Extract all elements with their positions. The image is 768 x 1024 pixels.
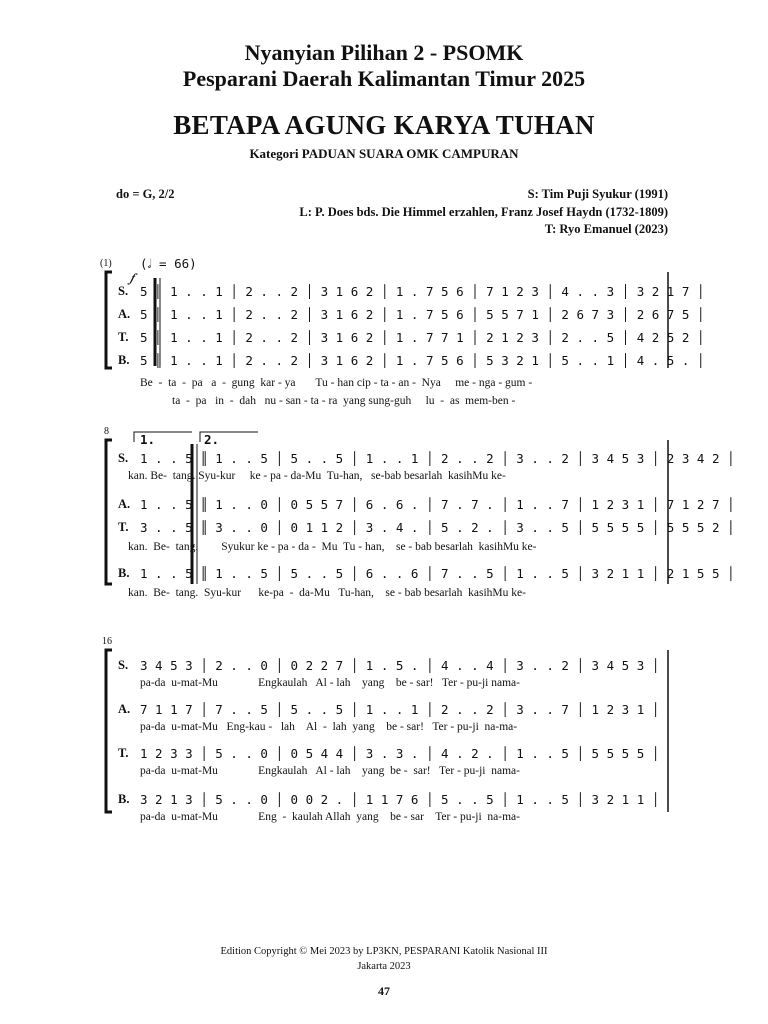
part-label-tenor: T.: [118, 330, 129, 344]
part-label-bass: B.: [118, 792, 130, 806]
part-label-alto: A.: [118, 307, 131, 321]
page-number: 47: [378, 984, 390, 998]
soprano-lyrics: pa-da u-mat-Mu Engkaulah Al - lah yang be - sar! Ter - pu-ji nama-: [140, 677, 520, 689]
tenor-notes: 1 2 3 3 │ 5 . . 0 │ 0 5 4 4 │ 3 . 3 . │ 4 . 2 . │ 1 . . 5 │ 5 5 5 5 │: [140, 746, 660, 761]
part-label-bass: B.: [118, 353, 130, 367]
soprano-notes: 3 4 5 3 │ 2 . . 0 │ 0 2 2 7 │ 1 . 5 . │ 4 . . 4 │ 3 . . 2 │ 3 4 5 3 │: [140, 658, 660, 673]
collection-title: Nyanyian Pilihan 2 - PSOMK: [244, 40, 524, 65]
lyric-verse-2: ta - pa in - dah nu - san - ta - ra yang sung-guh lu - as mem-ben -: [172, 395, 516, 407]
measure-number: 16: [102, 636, 112, 647]
copyright-notice: Edition Copyright © Mei 2023 by LP3KN, PESPARANI Katolik Nasional III: [220, 946, 548, 957]
category-label: Kategori PADUAN SUARA OMK CAMPURAN: [249, 146, 519, 161]
alto-notes: 1 . . 5 ║ 1 . . 0 │ 0 5 5 7 │ 6 . 6 . │ 7 . 7 . │ 1 . . 7 │ 1 2 3 1 │ 7 1 2 7 │: [140, 497, 735, 512]
bass-notes: 3 2 1 3 │ 5 . . 0 │ 0 0 2 . │ 1 1 7 6 │ 5 . . 5 │ 1 . . 5 │ 3 2 1 1 │: [140, 792, 660, 807]
translator-credit: T: Ryo Emanuel (2023): [544, 222, 668, 236]
part-label-soprano: S.: [118, 284, 129, 298]
part-label-bass: B.: [118, 566, 130, 580]
part-label-tenor: T.: [118, 746, 129, 760]
song-title: BETAPA AGUNG KARYA TUHAN: [173, 110, 595, 140]
measure-number: 8: [104, 426, 109, 437]
bass-notes: 5 ║ 1 . . 1 │ 2 . . 2 │ 3 1 6 2 │ 1 . 7 5 6 │ 5 3 2 1 │ 5 . . 1 │ 4 . 5 . │: [140, 353, 705, 368]
part-label-soprano: S.: [118, 658, 129, 672]
volta-first-ending: 1.: [140, 432, 156, 447]
dynamic-marking: 𝆑: [130, 270, 135, 285]
lyric-verse-1: Be - ta - pa a - gung kar - ya Tu - han cip - ta - an - Nya me - nga - gum -: [140, 377, 533, 389]
soprano-notes: 5 ║ 1 . . 1 │ 2 . . 2 │ 3 1 6 2 │ 1 . 7 5 6 │ 7 1 2 3 │ 4 . . 3 │ 3 2 1 7 │: [140, 284, 705, 299]
part-label-tenor: T.: [118, 520, 129, 534]
tempo-marking: (𝅗𝅥 = 66): [140, 256, 197, 271]
alto-tenor-lyrics: kan. Be- tang. Syukur ke - pa - da - Mu Tu - han, se - bab besarlah kasihMu ke-: [128, 541, 537, 553]
measure-number: (1): [100, 258, 112, 269]
composer-credit: S: Tim Puji Syukur (1991): [527, 187, 668, 201]
soprano-notes: 1 . . 5 ║ 1 . . 5 │ 5 . . 5 │ 1 . . 1 │ 2 . . 2 │ 3 . . 2 │ 3 4 5 3 │ 2 3 4 2 │: [140, 451, 735, 466]
alto-notes: 7 1 1 7 │ 7 . . 5 │ 5 . . 5 │ 1 . . 1 │ 2 . . 2 │ 3 . . 7 │ 1 2 3 1 │: [140, 702, 660, 717]
part-label-alto: A.: [118, 702, 131, 716]
part-label-alto: A.: [118, 497, 131, 511]
bass-notes: 1 . . 5 ║ 1 . . 5 │ 5 . . 5 │ 6 . . 6 │ 7 . . 5 │ 1 . . 5 │ 3 2 1 1 │ 2 1 5 5 │: [140, 566, 735, 581]
tenor-notes: 3 . . 5 ║ 3 . . 0 │ 0 1 1 2 │ 3 . 4 . │ 5 . 2 . │ 3 . . 5 │ 5 5 5 5 │ 5 5 5 2 │: [140, 520, 735, 535]
volta-second-ending: 2.: [204, 432, 220, 447]
alto-notes: 5 ║ 1 . . 1 │ 2 . . 2 │ 3 1 6 2 │ 1 . 7 5 6 │ 5 5 7 1 │ 2 6 7 3 │ 2 6 7 5 │: [140, 307, 705, 322]
lyricist-credit: L: P. Does bds. Die Himmel erzahlen, Franz Josef Haydn (1732-1809): [299, 205, 668, 219]
key-signature: do = G, 2/2: [116, 187, 175, 201]
part-label-soprano: S.: [118, 451, 129, 465]
bass-lyrics: kan. Be- tang. Syu-kur ke-pa - da-Mu Tu-han, se - bab besarlah kasihMu ke-: [128, 587, 526, 599]
bass-lyrics: pa-da u-mat-Mu Eng - kaulah Allah yang be - sar Ter - pu-ji na-ma-: [140, 811, 520, 823]
publication-place: Jakarta 2023: [357, 961, 411, 972]
soprano-lyrics: kan. Be- tang. Syu-kur ke - pa - da-Mu Tu-han, se-bab besarlah kasihMu ke-: [128, 470, 506, 482]
alto-lyrics: pa-da u-mat-Mu Eng-kau - lah Al - lah yang be - sar! Ter - pu-ji na-ma-: [140, 721, 518, 733]
tenor-notes: 5 ║ 1 . . 1 │ 2 . . 2 │ 3 1 6 2 │ 1 . 7 7 1 │ 2 1 2 3 │ 2 . . 5 │ 4 2 5 2 │: [140, 330, 705, 345]
tenor-lyrics: pa-da u-mat-Mu Engkaulah Al - lah yang be - sar! Ter - pu-ji nama-: [140, 765, 520, 777]
event-title: Pesparani Daerah Kalimantan Timur 2025: [182, 66, 586, 91]
